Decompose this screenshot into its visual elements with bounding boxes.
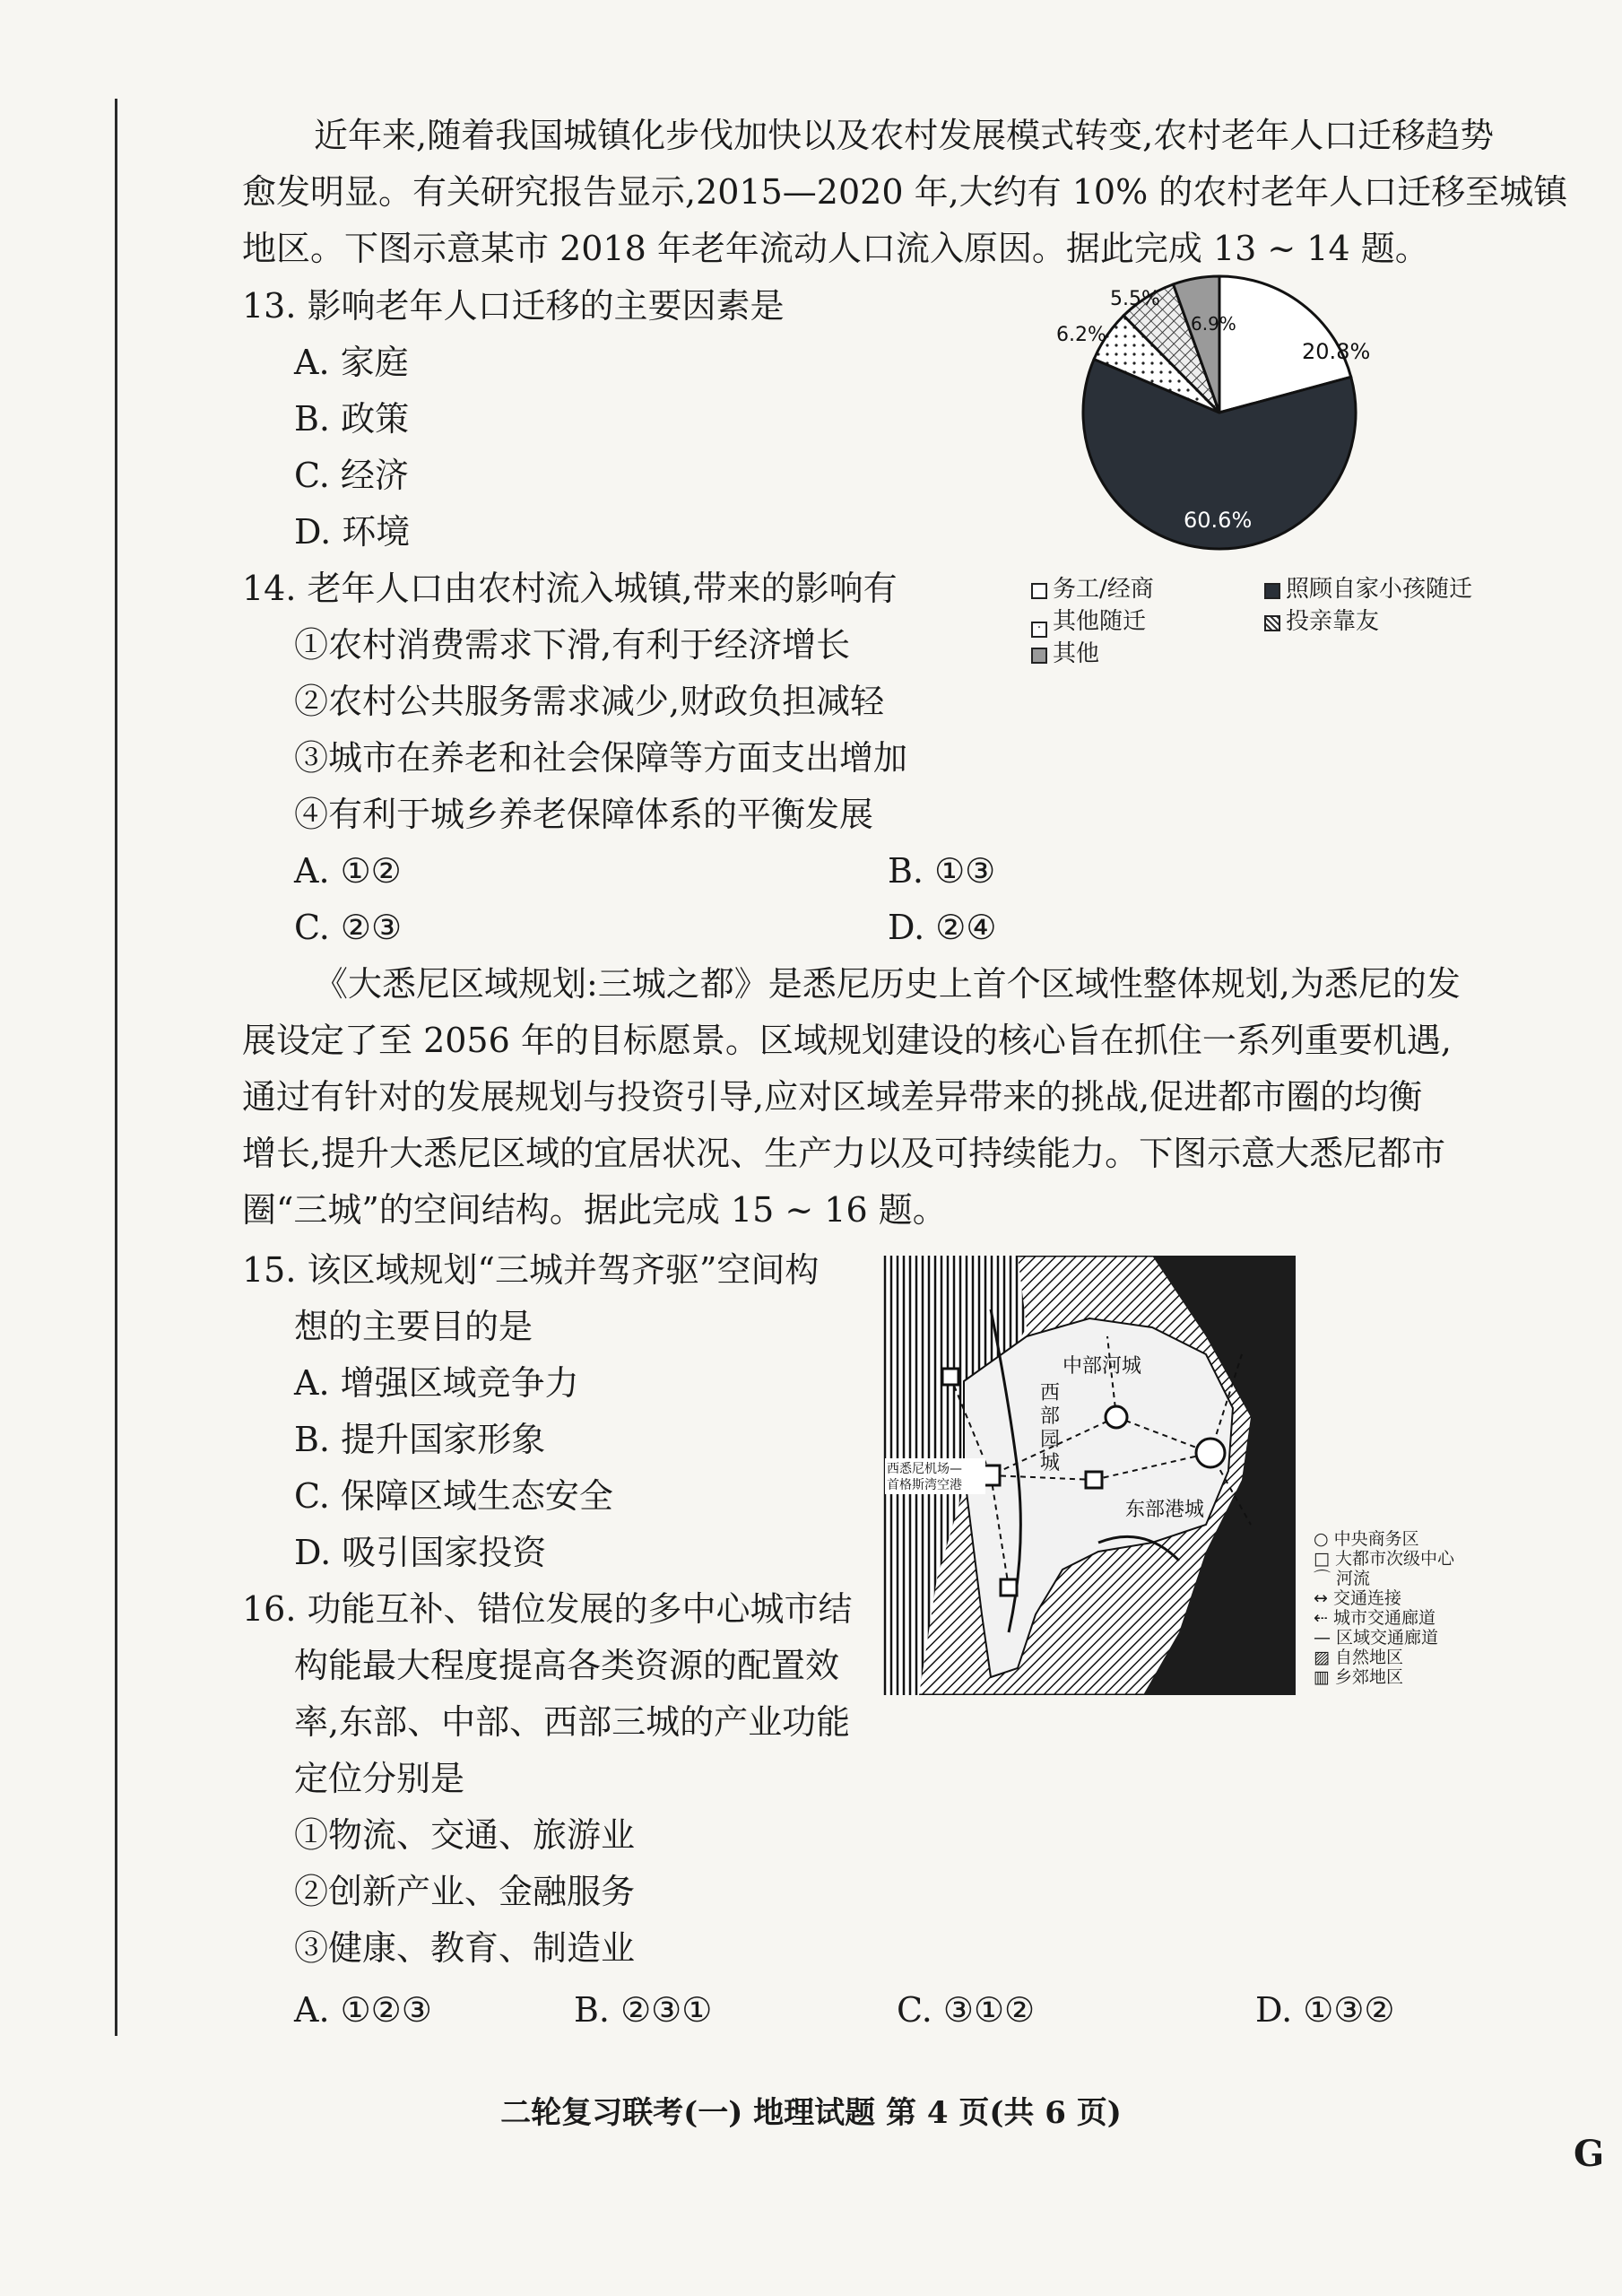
question-16-stem-line-3: 率,东部、中部、西部三城的产业功能 <box>294 1702 851 1742</box>
question-15-stem-line-1: 15. 该区域规划“三城并驾齐驱”空间构 <box>242 1250 820 1290</box>
map-label-east-harbour-city: 东部港城 <box>1125 1499 1205 1521</box>
legend-label: 照顾自家小孩随迁 <box>1286 576 1473 603</box>
map-legend-label: 城市交通廊道 <box>1332 1608 1436 1628</box>
map-legend <box>1314 1529 1454 1687</box>
q13-option-b: B. 政策 <box>294 399 410 439</box>
question-15-stem-line-2: 想的主要目的是 <box>294 1307 533 1346</box>
pie-label-other-follow: 6.2% <box>1056 324 1106 346</box>
legend-swatch-gray <box>1031 648 1047 664</box>
question-16-stem-line-4: 定位分别是 <box>294 1759 465 1798</box>
map-legend-subcenter <box>1314 1549 1454 1569</box>
q13-option-d: D. 环境 <box>294 512 411 552</box>
rural-area-symbol-icon: ▥ <box>1314 1667 1335 1687</box>
map-legend-label: 乡郊地区 <box>1335 1667 1404 1687</box>
legend-swatch-white <box>1031 583 1047 599</box>
map-label-central-river-city: 中部河城 <box>1063 1355 1142 1378</box>
subcenter-south <box>1001 1579 1017 1596</box>
corner-mark: G <box>1574 2133 1605 2175</box>
map-label-west-char: 部 <box>1040 1405 1061 1428</box>
legend-label: 务工/经商 <box>1053 576 1154 603</box>
q16-option-a: A. ①②③ <box>294 1990 432 2030</box>
map-legend-label: 自然地区 <box>1335 1648 1404 1667</box>
map-legend-urban-corridor <box>1314 1608 1454 1628</box>
q14-option-d: D. ②④ <box>888 908 997 947</box>
regional-corridor-symbol-icon: — <box>1314 1628 1337 1648</box>
map-legend-label: 河流 <box>1336 1569 1371 1588</box>
text-line: 增长,提升大悉尼区域的宜居状况、生产力以及可持续能力。下图示意大悉尼都市 <box>242 1134 1446 1173</box>
subcenter-symbol-icon: □ <box>1314 1549 1335 1569</box>
map-legend-label: 交通连接 <box>1332 1588 1401 1608</box>
q13-option-c: C. 经济 <box>294 456 409 495</box>
q14-item-4: ④有利于城乡养老保障体系的平衡发展 <box>294 795 874 834</box>
legend-work <box>1031 570 1154 604</box>
question-16-stem-line-1: 16. 功能互补、错位发展的多中心城市结 <box>242 1589 853 1629</box>
q15-option-c: C. 保障区域生态安全 <box>294 1476 613 1516</box>
q13-option-a: A. 家庭 <box>294 343 409 382</box>
q15-option-b: B. 提升国家形象 <box>294 1420 546 1459</box>
cbd-central <box>1106 1406 1127 1428</box>
question-13-stem: 13. 影响老年人口迁移的主要因素是 <box>242 286 785 326</box>
q16-option-d: D. ①③② <box>1255 1990 1395 2030</box>
legend-childcare <box>1264 570 1472 604</box>
text-line: 愈发明显。有关研究报告显示,2015—2020 年,大约有 10% 的农村老年人口迁移至城镇 <box>242 172 1568 212</box>
legend-label: 其他 <box>1053 640 1100 667</box>
text-line: 地区。下图示意某市 2018 年老年流动人口流入原因。据此完成 13 ~ 14 题。 <box>242 229 1429 268</box>
sydney-map <box>883 1256 1296 1695</box>
text-line: 通过有针对的发展规划与投资引导,应对区域差异带来的挑战,促进都市圈的均衡 <box>242 1077 1423 1117</box>
q14-option-c: C. ②③ <box>294 908 403 947</box>
map-legend-regional-corridor <box>1314 1628 1454 1648</box>
q14-option-b: B. ①③ <box>888 851 996 891</box>
pie-label-relatives: 6.9% <box>1191 313 1236 335</box>
map-legend-cbd <box>1314 1529 1454 1549</box>
intro-paragraph-1 <box>242 108 1568 277</box>
q14-item-2: ②农村公共服务需求减少,财政负担减轻 <box>294 682 885 721</box>
q16-item-2: ②创新产业、金融服务 <box>294 1872 636 1911</box>
q16-option-c: C. ③①② <box>897 1990 1036 2030</box>
q14-item-3: ③城市在养老和社会保障等方面支出增加 <box>294 738 908 778</box>
legend-label: 其他随迁 <box>1053 608 1147 635</box>
q16-item-1: ①物流、交通、旅游业 <box>294 1815 636 1855</box>
urban-corridor-symbol-icon: ⇠ <box>1314 1608 1333 1628</box>
map-legend-river <box>1314 1569 1454 1588</box>
q15-option-a: A. 增强区域竞争力 <box>294 1363 579 1403</box>
question-14-stem: 14. 老年人口由农村流入城镇,带来的影响有 <box>242 569 898 608</box>
cbd-symbol-icon: ○ <box>1314 1529 1334 1549</box>
map-legend-transport <box>1314 1588 1454 1608</box>
subcenter-north <box>942 1369 958 1385</box>
map-label-airport: 首格斯湾空港 <box>887 1478 962 1492</box>
pie-label-childcare: 60.6% <box>1184 508 1253 533</box>
legend-other <box>1031 635 1099 668</box>
river-symbol-icon: ⌒ <box>1314 1569 1337 1588</box>
text-line: 圈“三城”的空间结构。据此完成 15 ~ 16 题。 <box>242 1190 947 1230</box>
map-legend-label: 区域交通廊道 <box>1336 1628 1439 1648</box>
map-label-west-char: 西 <box>1040 1382 1061 1405</box>
map-legend-label: 中央商务区 <box>1333 1529 1419 1549</box>
legend-other-follow <box>1031 603 1146 638</box>
intro-paragraph-2 <box>242 956 1533 1239</box>
question-16-stem-line-2: 构能最大程度提高各类资源的配置效 <box>294 1646 840 1685</box>
q16-item-3: ③健康、教育、制造业 <box>294 1928 636 1968</box>
legend-relatives <box>1264 603 1379 636</box>
legend-swatch-dot: · <box>1031 622 1047 638</box>
text-line: 近年来,随着我国城镇化步伐加快以及农村发展模式转变,农村老年人口迁移趋势 <box>314 116 1495 155</box>
q14-option-a: A. ①② <box>294 851 402 891</box>
transport-symbol-icon: ↔ <box>1314 1588 1333 1608</box>
q15-option-d: D. 吸引国家投资 <box>294 1533 547 1572</box>
pie-label-other: 5.5% <box>1110 288 1160 310</box>
legend-swatch-hatch <box>1264 615 1280 631</box>
map-label-west-char: 城 <box>1040 1452 1061 1474</box>
cbd-east <box>1196 1439 1225 1467</box>
text-line: 《大悉尼区域规划:三城之都》是悉尼历史上首个区域性整体规划,为悉尼的发 <box>314 964 1461 1004</box>
pie-label-work: 20.8% <box>1302 339 1371 364</box>
natural-area-symbol-icon: ▨ <box>1314 1648 1335 1667</box>
map-label-west-char: 园 <box>1040 1429 1061 1451</box>
legend-label: 投亲靠友 <box>1286 608 1380 635</box>
map-legend-rural <box>1314 1667 1454 1687</box>
map-label-airport: 西悉尼机场— <box>887 1462 962 1476</box>
subcenter-middle <box>1086 1472 1102 1488</box>
q16-option-b: B. ②③① <box>574 1990 713 2030</box>
margin-line <box>115 99 117 2036</box>
text-line: 展设定了至 2056 年的目标愿景。区域规划建设的核心旨在抓住一系列重要机遇, <box>242 1021 1452 1060</box>
q14-item-1: ①农村消费需求下滑,有利于经济增长 <box>294 625 851 665</box>
map-legend-label: 大都市次级中心 <box>1335 1549 1455 1569</box>
legend-swatch-dark <box>1264 583 1280 599</box>
page-footer: 二轮复习联考(一) 地理试题 第 4 页(共 6 页) <box>500 2095 1122 2131</box>
map-legend-natural <box>1314 1648 1454 1667</box>
pie-chart <box>1031 269 1408 565</box>
